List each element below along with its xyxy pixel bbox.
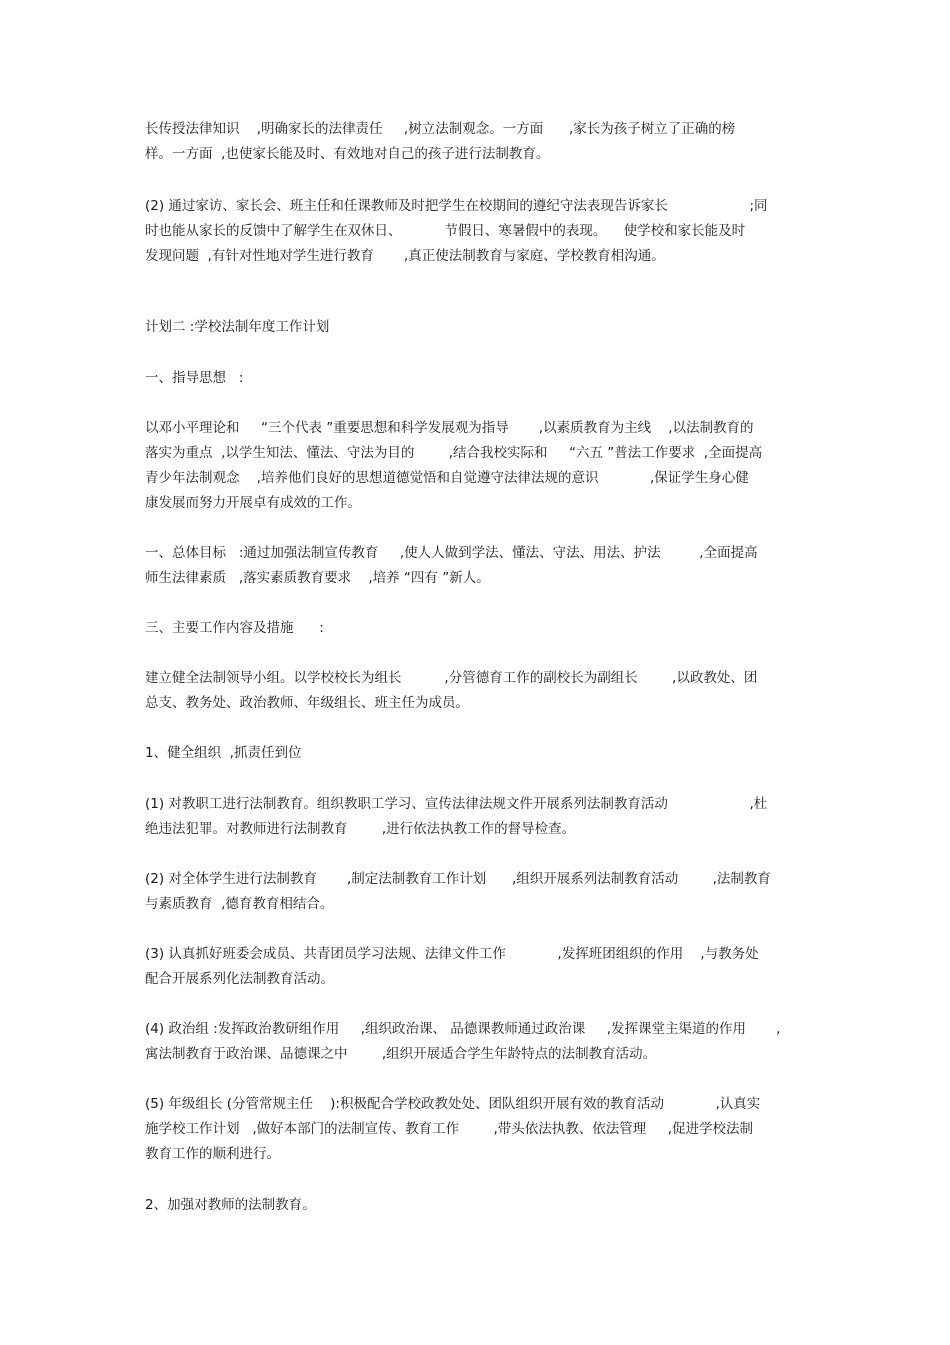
text-line: 寓法制教育于政治课、品德课之中 ,组织开展适合学生年龄特点的法制教育活动。 (145, 1046, 657, 1062)
text-line: 一、总体目标 :通过加强法制宣传教育 ,使人人做到学法、懂法、守法、用法、护法 ,全面提高 (145, 545, 758, 561)
paragraph-item-3 (145, 942, 815, 992)
section-guiding-thought-heading (145, 366, 815, 391)
text-line: 长传授法律知识 ,明确家长的法律责任 ,树立法制观念。一方面 ,家长为孩子树立了正确的榜 (145, 121, 736, 137)
text-line: (2) 对全体学生进行法制教育 ,制定法制教育工作计划 ,组织开展系列法制教育活动 ,法制教育 (145, 871, 771, 887)
text-line: 教育工作的顺利进行。 (145, 1146, 280, 1162)
text-line: (5) 年级组长 (分管常规主任 ):积极配合学校政教处处、团队组织开展有效的教育活动 ,认真实 (145, 1096, 761, 1112)
text-line: 一、指导思想 : (145, 370, 244, 386)
plan-two-heading (145, 315, 815, 340)
text-line: 1、健全组织 ,抓责任到位 (145, 745, 302, 761)
text-line: 建立健全法制领导小组。以学校校长为组长 ,分管德育工作的副校长为副组长 ,以政教处、团 (145, 670, 758, 686)
text-line: 落实为重点 ,以学生知法、懂法、守法为目的 ,结合我校实际和 “六五 ”普法工作要求 ,全面提高 (145, 445, 763, 461)
text-line: 三、主要工作内容及措施 : (145, 620, 324, 636)
text-line: (3) 认真抓好班委会成员、共青团员学习法规、法律文件工作 ,发挥班团组织的作用 ,与教务处 (145, 946, 759, 962)
paragraph-item-5 (145, 1092, 815, 1167)
paragraph-leadership-group (145, 666, 815, 716)
paragraph-guiding-thought (145, 416, 815, 516)
paragraph-home-visits (145, 194, 815, 269)
text-line: (4) 政治组 :发挥政治教研组作用 ,组织政治课、 品德课教师通过政治课 ,发挥课堂主渠道的作用 , (145, 1021, 781, 1037)
text-line: 以邓小平理论和 “三个代表 ”重要思想和科学发展观为指导 ,以素质教育为主线 ,以法制教育的 (145, 420, 754, 436)
text-line: 样。一方面 ,也使家长能及时、有效地对自己的孩子进行法制教育。 (145, 146, 550, 162)
text-line: 师生法律素质 ,落实素质教育要求 ,培养 “四有 ”新人。 (145, 570, 490, 586)
section-main-work-heading (145, 616, 815, 641)
text-line: 青少年法制观念 ,培养他们良好的思想道德觉悟和自觉遵守法律法规的意识 ,保证学生身心健 (145, 470, 749, 486)
paragraph-item-1 (145, 792, 815, 842)
text-line: (1) 对教职工进行法制教育。组织教职工学习、宣传法律法规文件开展系列法制教育活动 ,杜 (145, 796, 768, 812)
text-line: 时也能从家长的反馈中了解学生在双休日、 节假日、寒暑假中的表现。 使学校和家长能及时 (145, 223, 746, 239)
text-line: 康发展而努力开展卓有成效的工作。 (145, 495, 361, 511)
text-line: 施学校工作计划 ,做好本部门的法制宣传、教育工作 ,带头依法执教、依法管理 ,促进学校法制 (145, 1121, 754, 1137)
text-line: 总支、教务处、政治教师、年级组长、班主任为成员。 (145, 695, 469, 711)
paragraph-parent-education (145, 117, 815, 167)
subsection-organization-heading (145, 741, 815, 766)
paragraph-overall-goal (145, 541, 815, 591)
subsection-teacher-education-heading (145, 1193, 815, 1218)
text-line: 计划二 :学校法制年度工作计划 (145, 319, 330, 335)
text-line: 2、加强对教师的法制教育。 (145, 1197, 316, 1213)
text-line: 配合开展系列化法制教育活动。 (145, 971, 334, 987)
text-line: (2) 通过家访、家长会、班主任和任课教师及时把学生在校期间的遵纪守法表现告诉家长 ;同 (145, 198, 768, 214)
text-line: 绝违法犯罪。对教师进行法制教育 ,进行依法执教工作的督导检查。 (145, 821, 576, 837)
text-line: 与素质教育 ,德育教育相结合。 (145, 896, 334, 912)
text-line: 发现问题 ,有针对性地对学生进行教育 ,真正使法制教育与家庭、学校教育相沟通。 (145, 248, 665, 264)
paragraph-item-2 (145, 867, 815, 917)
paragraph-item-4 (145, 1017, 815, 1067)
